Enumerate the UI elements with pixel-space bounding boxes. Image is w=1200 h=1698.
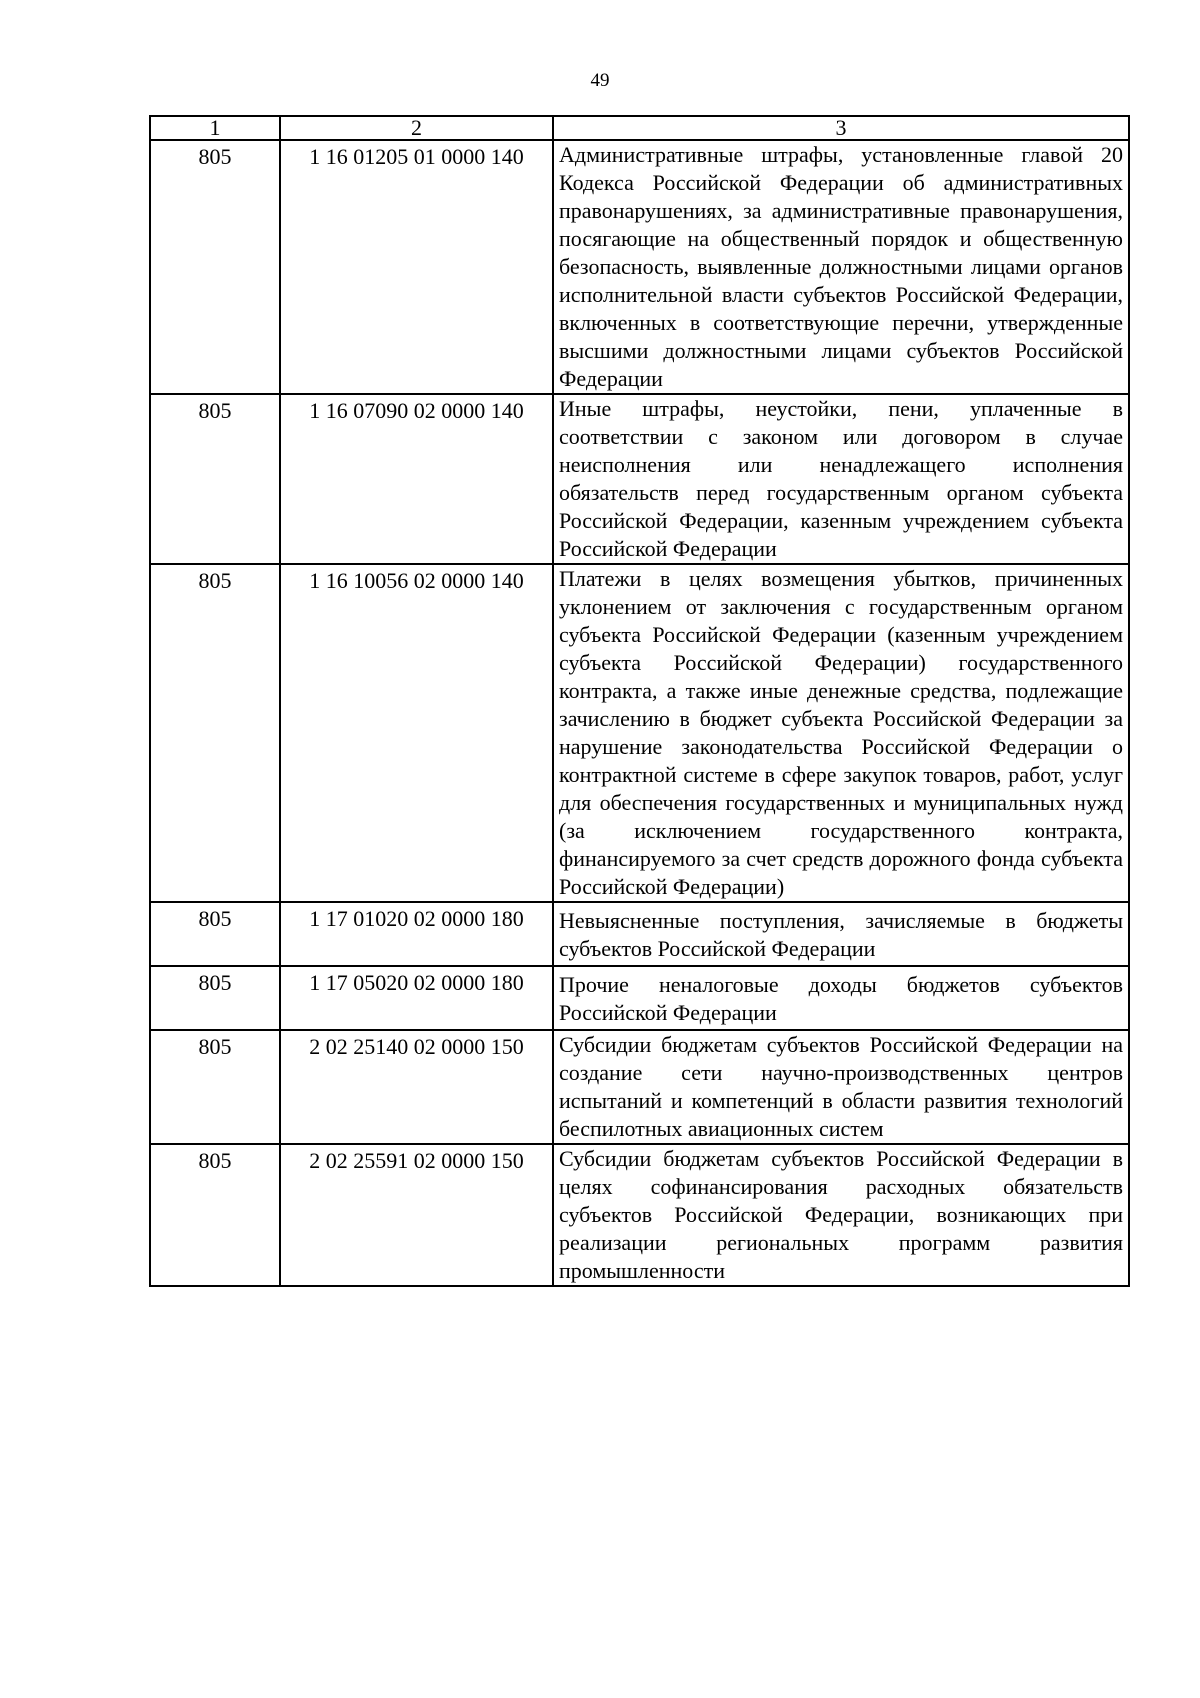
admin-code-cell: 805 xyxy=(150,564,280,902)
column-header-2: 2 xyxy=(280,116,553,140)
revenue-name-cell: Платежи в целях возмещения убытков, причиненных уклонением от заключения с государственным органом субъекта Российской Федерации (казенным учреждением субъекта Российской Федерации) государственного контракта, а также иные денежные средства, подлежащие зачислению в бюджет субъекта Российской Федерации за нарушение законодательства Российской Федерации о контрактной системе в сфере закупок товаров, работ, услуг для обеспечения государственных и муниципальных нужд (за исключением государственного контракта, финансируемого за счет средств дорожного фонда субъекта Российской Федерации) xyxy=(553,564,1129,902)
admin-code-cell: 805 xyxy=(150,902,280,966)
revenue-name-cell: Невыясненные поступления, зачисляемые в бюджеты субъектов Российской Федерации xyxy=(553,902,1129,966)
budget-code-cell: 1 16 10056 02 0000 140 xyxy=(280,564,553,902)
admin-code-cell: 805 xyxy=(150,1144,280,1286)
table-row xyxy=(150,1144,1129,1286)
admin-code-cell: 805 xyxy=(150,140,280,394)
column-header-3: 3 xyxy=(553,116,1129,140)
table-row xyxy=(150,1030,1129,1144)
budget-code-cell: 1 17 01020 02 0000 180 xyxy=(280,902,553,966)
table-row xyxy=(150,564,1129,902)
table-row xyxy=(150,902,1129,966)
budget-codes-table xyxy=(149,115,1130,1287)
table-header-row xyxy=(150,116,1129,140)
table-row xyxy=(150,140,1129,394)
table-row xyxy=(150,394,1129,564)
budget-code-cell: 2 02 25591 02 0000 150 xyxy=(280,1144,553,1286)
revenue-name-cell: Субсидии бюджетам субъектов Российской Федерации на создание сети научно-производственных центров испытаний и компетенций в области развития технологий беспилотных авиационных систем xyxy=(553,1030,1129,1144)
column-header-1: 1 xyxy=(150,116,280,140)
budget-code-cell: 2 02 25140 02 0000 150 xyxy=(280,1030,553,1144)
budget-code-cell: 1 16 01205 01 0000 140 xyxy=(280,140,553,394)
table-row xyxy=(150,966,1129,1030)
admin-code-cell: 805 xyxy=(150,1030,280,1144)
admin-code-cell: 805 xyxy=(150,966,280,1030)
revenue-name-cell: Иные штрафы, неустойки, пени, уплаченные в соответствии с законом или договором в случае неисполнения или ненадлежащего исполнения обязательств перед государственным органом субъекта Российской Федерации, казенным учреждением субъекта Российской Федерации xyxy=(553,394,1129,564)
revenue-name-cell: Прочие неналоговые доходы бюджетов субъектов Российской Федерации xyxy=(553,966,1129,1030)
budget-code-cell: 1 16 07090 02 0000 140 xyxy=(280,394,553,564)
revenue-name-cell: Субсидии бюджетам субъектов Российской Федерации в целях софинансирования расходных обязательств субъектов Российской Федерации, возникающих при реализации региональных программ развития промышленности xyxy=(553,1144,1129,1286)
admin-code-cell: 805 xyxy=(150,394,280,564)
page-number: 49 xyxy=(590,70,610,91)
revenue-name-cell: Административные штрафы, установленные главой 20 Кодекса Российской Федерации об административных правонарушениях, за административные правонарушения, посягающие на общественный порядок и общественную безопасность, выявленные должностными лицами органов исполнительной власти субъектов Российской Федерации, включенных в соответствующие перечни, утвержденные высшими должностными лицами субъектов Российской Федерации xyxy=(553,140,1129,394)
budget-code-cell: 1 17 05020 02 0000 180 xyxy=(280,966,553,1030)
